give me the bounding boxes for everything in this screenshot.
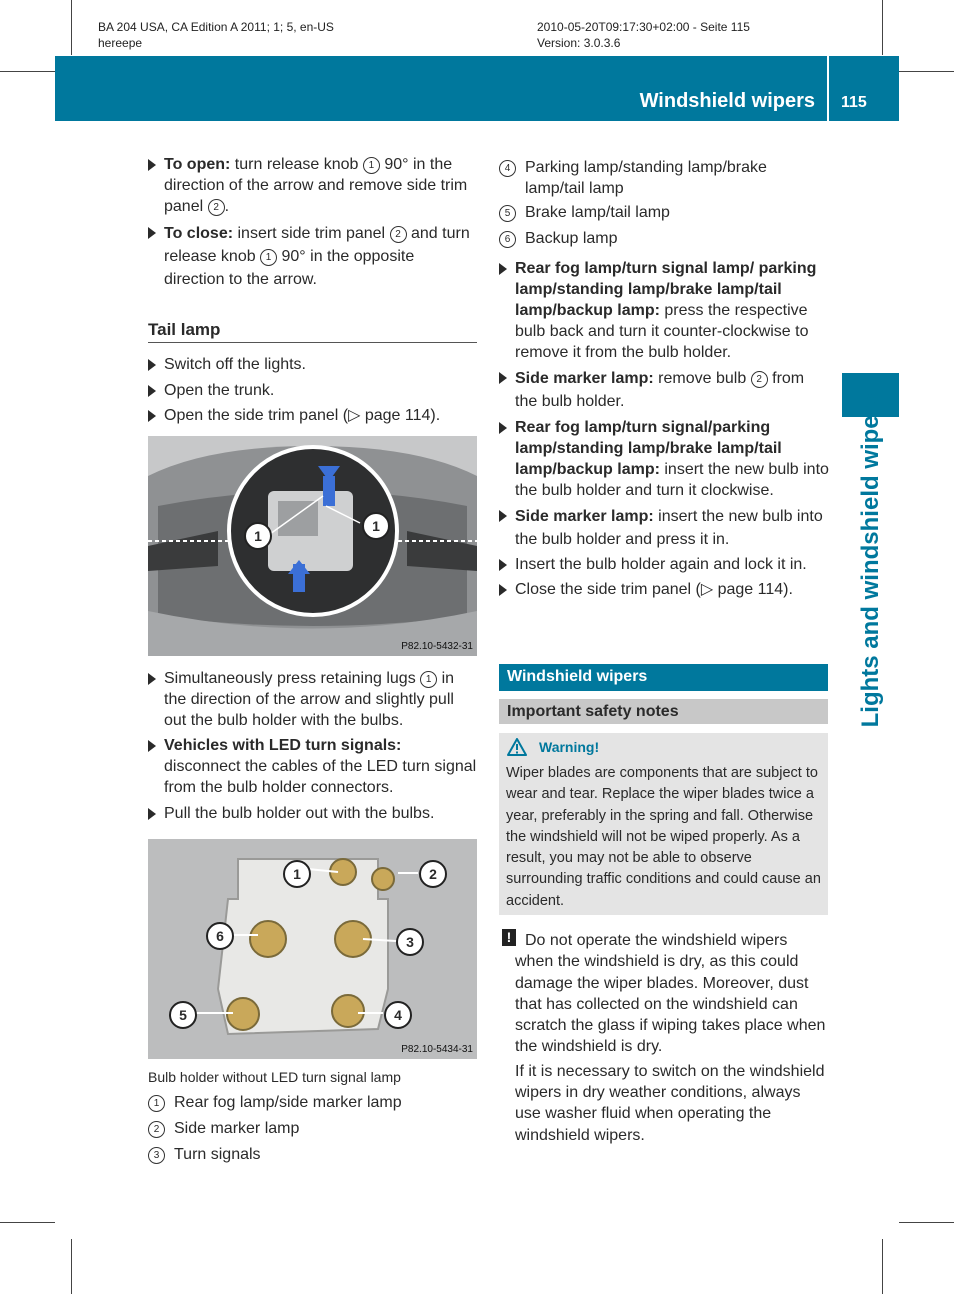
crop-mark [0,71,55,72]
step-open: To open: turn release knob 1 90° in the direction of the arrow and remove side trim panel 2 . [148,154,478,217]
right-steps [499,258,829,600]
crop-mark [71,1239,72,1294]
tail-step: Switch off the lights. [148,352,478,378]
left-steps-mid [148,668,478,824]
legend-number-icon: 2 [148,1121,165,1138]
side-tab-title: Lights and windshield wipers [857,392,884,728]
tail-step: Open the side trim panel (▷ page 114). [148,403,478,429]
figure-bulb-holder-photo [148,839,477,1059]
step-press-lugs: Simultaneously press retaining lugs 1 in the direction of the arrow and slightly pull out the bulb holder with the bulbs. [148,668,478,731]
figure1-code: P82.10-5432-31 [401,641,473,652]
meta-right-line1: 2010-05-20T09:17:30+02:00 - Seite 115 [537,20,750,34]
header-banner [55,56,899,121]
car-rear-illustration [148,436,477,656]
section-heading: Windshield wipers [507,668,648,685]
figure2-callout-2-icon: 2 [419,860,447,888]
meta-left-line2: hereepe [98,36,143,50]
header-divider [827,56,829,121]
page-number: 115 [841,94,867,111]
figure-caption: Bulb holder without LED turn signal lamp [148,1069,401,1085]
right-legend [499,157,829,249]
subheading: Important safety notes [507,703,679,720]
note-mark-icon: ! [502,929,516,946]
meta-right-line2: Version: 3.0.3.6 [537,36,621,50]
note-text: Do not operate the windshield wipers when the windshield is dry, as this could damage the wiper blades. Moreover, dust that has collected on the windshield can scratch the glass if wiping takes place when the windshield is dry. [515,932,826,1056]
figure1-callout-1-icon: 1 [362,512,390,540]
callout-2-icon: 2 [390,226,407,243]
step-led: Vehicles with LED turn signals: disconnect the cables of the LED turn signal from the bulb holder connectors. [148,735,478,798]
step-close-panel: Close the side trim panel (▷ page 114). [499,579,829,600]
tail-step: Open the trunk. [148,378,478,404]
step-insert-holder: Insert the bulb holder again and lock it in. [499,554,829,575]
legend-item: 4 Parking lamp/standing lamp/brake lamp/tail lamp [499,157,829,199]
warning-box [499,733,828,915]
step-insert-bulb: Rear fog lamp/turn signal/parking lamp/standing lamp/brake lamp/tail lamp/backup lamp: insert the new bulb into the bulb holder and turn it clockwise. [499,417,829,501]
callout-1-icon: 1 [363,157,380,174]
callout-1-icon: 1 [420,671,437,688]
print-meta-right [537,19,750,51]
callout-2-icon: 2 [208,199,225,216]
legend-number-icon: 5 [499,205,516,222]
warning-text: Wiper blades are components that are subject to wear and tear. Replace the wiper blades twice a year, preferably in the spring and fall. Otherwise the windshield will not be wiped properly. As a result, you may not be able to observe surrounding traffic conditions and could cause an accident. [506,765,821,909]
section-heading-bar [499,664,828,691]
heading-rule [148,342,477,343]
note-block [515,930,830,1146]
warning-triangle-icon [507,738,527,756]
figure-tail-lamp-photo [148,436,477,656]
subheading-bar [499,699,828,724]
figure2-callout-3-icon: 3 [396,928,424,956]
figure2-code: P82.10-5434-31 [401,1044,473,1055]
warning-title: Warning! [539,739,600,755]
note-text-2: If it is necessary to switch on the windshield wipers in dry weather conditions, always use washer fluid when operating the windshield wipers. [515,1062,825,1144]
crop-mark [0,1222,55,1223]
callout-1-icon: 1 [260,249,277,266]
legend-item: 1 Rear fog lamp/side marker lamp [148,1090,478,1116]
legend-number-icon: 4 [499,160,516,177]
print-meta-left [98,19,334,51]
legend-number-icon: 6 [499,231,516,248]
crop-mark [882,0,883,55]
crop-mark [71,0,72,55]
step-insert-side-marker: Side marker lamp: insert the new bulb into the bulb holder and press it in. [499,505,829,551]
meta-left-line1: BA 204 USA, CA Edition A 2011; 1; 5, en-US [98,20,334,34]
left-steps-top [148,154,478,291]
left-legend [148,1090,478,1168]
tail-lamp-heading: Tail lamp [148,320,221,339]
step-pull: Pull the bulb holder out with the bulbs. [148,803,478,824]
legend-number-icon: 3 [148,1147,165,1164]
callout-2-icon: 2 [751,371,768,388]
crop-mark [899,1222,954,1223]
step-remove-side-marker: Side marker lamp: remove bulb 2 from the bulb holder. [499,367,829,413]
crop-mark [899,71,954,72]
page-title: Windshield wipers [639,90,815,112]
step-close: To close: insert side trim panel 2 and turn release knob 1 90° in the opposite direction to the arrow. [148,222,478,291]
legend-number-icon: 1 [148,1095,165,1112]
figure2-callout-5-icon: 5 [169,1001,197,1029]
legend-item: 5 Brake lamp/tail lamp [499,202,829,223]
figure1-callout-1-icon: 1 [244,522,272,550]
tail-steps [148,352,478,429]
crop-mark [882,1239,883,1294]
legend-item: 2 Side marker lamp [148,1116,478,1142]
figure2-callout-4-icon: 4 [384,1001,412,1029]
step-remove-bulb: Rear fog lamp/turn signal lamp/ parking lamp/standing lamp/brake lamp/tail lamp/backup lamp: press the respective bulb back and turn it counter-clockwise to remove it from the bulb holder. [499,258,829,363]
legend-item: 6 Backup lamp [499,228,829,249]
figure2-callout-1-icon: 1 [283,860,311,888]
legend-item: 3 Turn signals [148,1142,478,1168]
figure2-callout-6-icon: 6 [206,922,234,950]
